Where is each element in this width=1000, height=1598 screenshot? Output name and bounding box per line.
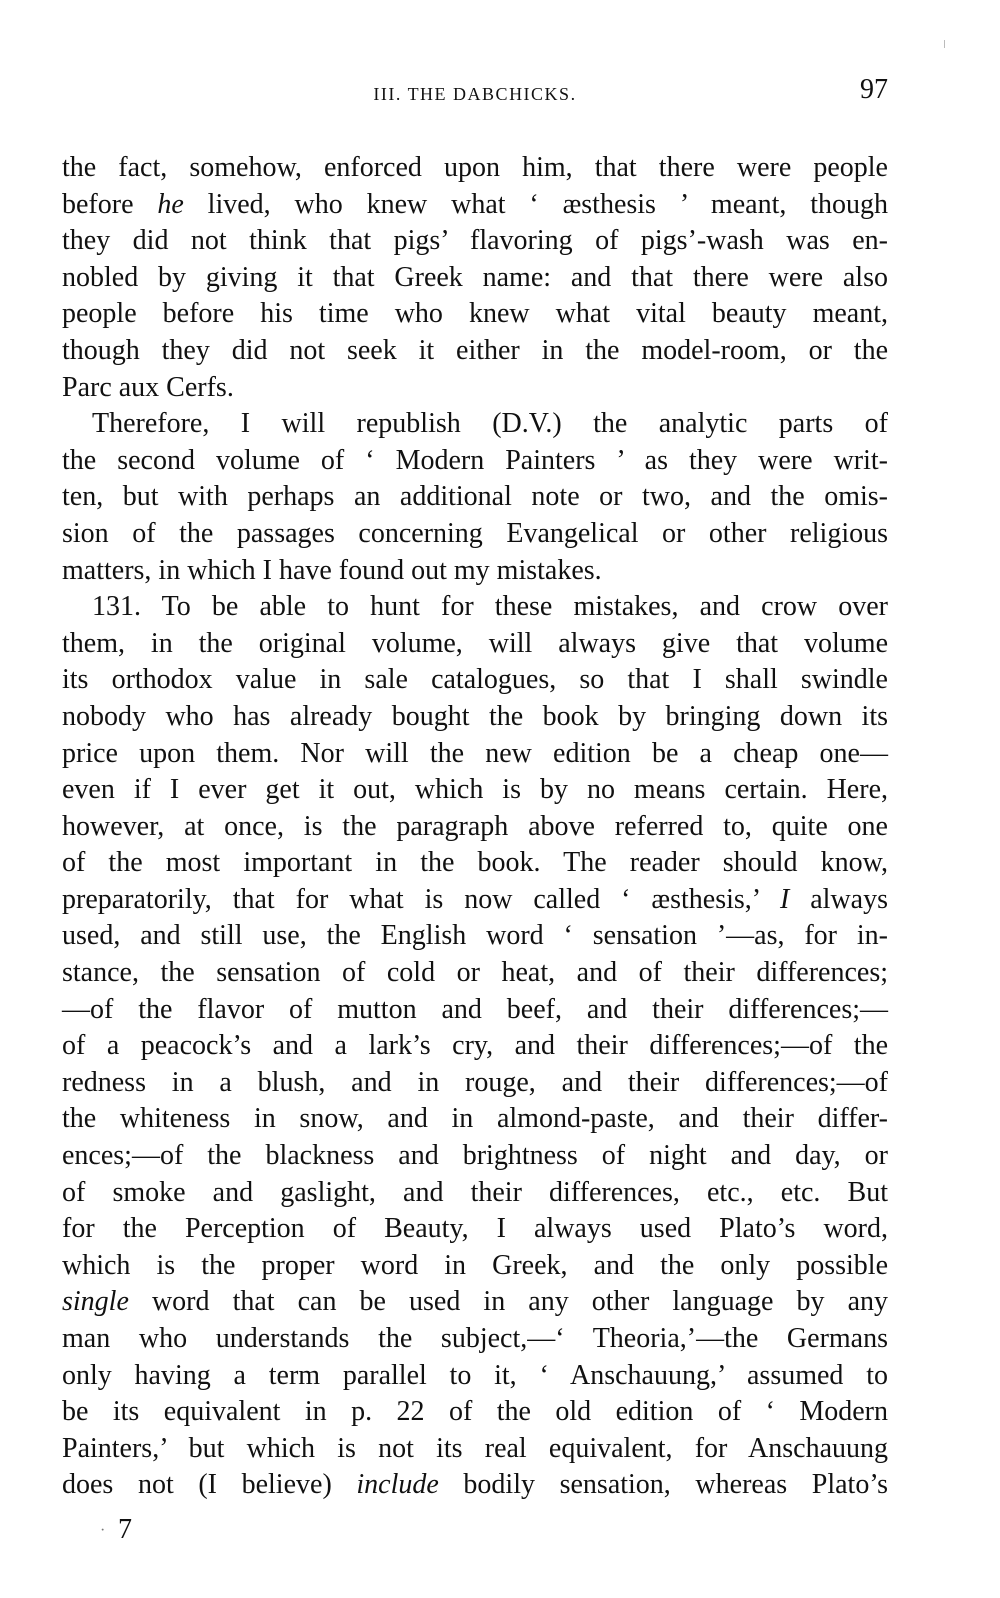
text-run: Therefore, I will republish (D.V.) the analytic parts of: [92, 408, 888, 440]
book-page: [62, 0, 888, 1598]
running-head: [62, 74, 888, 108]
text-line: [62, 333, 888, 370]
body-text: [62, 150, 888, 1504]
text-line: [62, 370, 888, 407]
text-run: matters, in which I have found out my mistakes.: [62, 554, 602, 586]
text-run: the second volume of ‘ Modern Painters ’ as they were writ-: [62, 444, 888, 476]
text-run: sion of the passages concerning Evangelical or other religious: [62, 517, 888, 549]
text-line: [62, 296, 888, 333]
text-run: ences;—of the blackness and brightness of night and day, or: [62, 1140, 888, 1172]
text-run: the whiteness in snow, and in almond-paste, and their differ-: [62, 1103, 888, 1135]
text-run: nobled by giving it that Greek name: and that there were also: [62, 261, 888, 293]
text-run: used, and still use, the English word ‘ sensation ’—as, for in-: [62, 920, 888, 952]
text-line: [62, 406, 888, 443]
text-run: people before his time who knew what vital beauty meant,: [62, 298, 888, 330]
text-line: [62, 1358, 888, 1395]
text-run: be its equivalent in p. 22 of the old edition of ‘ Modern: [62, 1396, 888, 1428]
text-run: however, at once, is the paragraph above referred to, quite one: [62, 810, 888, 842]
text-line: [62, 479, 888, 516]
text-run: preparatorily, that for what is now called ‘ æsthesis,’: [62, 883, 780, 915]
text-run: nobody who has already bought the book by bringing down its: [62, 700, 888, 732]
text-run: Painters,’ but which is not its real equivalent, for Anschauung: [62, 1432, 888, 1464]
text-line: [62, 516, 888, 553]
text-line: [62, 1467, 888, 1504]
text-line: [62, 845, 888, 882]
text-line: [62, 260, 888, 297]
text-run: of smoke and gaslight, and their differences, etc., etc. But: [62, 1176, 888, 1208]
text-line: [62, 1101, 888, 1138]
text-line: [62, 918, 888, 955]
text-line: [62, 1431, 888, 1468]
text-line: [62, 626, 888, 663]
text-line: [62, 1321, 888, 1358]
text-run: —of the flavor of mutton and beef, and their differences;—: [62, 993, 888, 1025]
text-run: of a peacock’s and a lark’s cry, and their differences;—of the: [62, 1030, 888, 1062]
text-line: [62, 1248, 888, 1285]
text-line: [62, 443, 888, 480]
text-run: before: [62, 188, 158, 220]
text-line: [62, 150, 888, 187]
text-run: though they did not seek it either in the model-room, or the: [62, 334, 888, 366]
text-run: lived, who knew what ‘ æsthesis ’ meant, though: [183, 188, 888, 220]
signature-number: 7: [118, 1514, 132, 1545]
text-line: [62, 1284, 888, 1321]
italic-run: I: [779, 883, 790, 915]
text-run: even if I ever get it out, which is by no means certain. Here,: [62, 774, 888, 806]
chapter-title: III. THE DABCHICKS.: [373, 84, 577, 104]
italic-run: include: [356, 1469, 439, 1501]
text-run: stance, the sensation of cold or heat, and of their differences;: [62, 957, 888, 989]
text-line: [62, 992, 888, 1029]
text-line: [62, 1394, 888, 1431]
text-line: [62, 809, 888, 846]
signature-mark: ·: [100, 1522, 106, 1539]
text-line: [62, 882, 888, 919]
text-line: [62, 1175, 888, 1212]
text-run: does not (I believe): [62, 1469, 357, 1501]
text-run: for the Perception of Beauty, I always used Plato’s word,: [62, 1213, 888, 1245]
text-run: man who understands the subject,—‘ Theoria,’—the Germans: [62, 1323, 888, 1354]
text-run: them, in the original volume, will always give that volume: [62, 627, 888, 659]
italic-run: single: [62, 1286, 129, 1318]
text-line: [62, 699, 888, 736]
text-run: which is the proper word in Greek, and the only possible: [62, 1249, 888, 1281]
text-line: [62, 589, 888, 626]
text-run: they did not think that pigs’ flavoring of pigs’-wash was en-: [62, 225, 888, 257]
text-run: only having a term parallel to it, ‘ Anschauung,’ assumed to: [62, 1359, 888, 1391]
text-line: [62, 1211, 888, 1248]
text-line: [62, 553, 888, 590]
text-line: [62, 1065, 888, 1102]
text-run: Parc aux Cerfs.: [62, 371, 234, 403]
italic-run: he: [157, 188, 184, 220]
text-line: [62, 772, 888, 809]
text-line: [62, 1028, 888, 1065]
text-line: [62, 955, 888, 992]
text-line: [62, 662, 888, 699]
text-run: word that can be used in any other language by any: [128, 1286, 888, 1318]
text-line: [62, 223, 888, 260]
text-line: [62, 187, 888, 224]
text-run: bodily sensation, whereas Plato’s: [438, 1469, 888, 1501]
text-line: [62, 1138, 888, 1175]
text-line: [62, 736, 888, 773]
text-run: always: [789, 883, 888, 915]
text-run: ten, but with perhaps an additional note or two, and the omis-: [62, 481, 888, 513]
text-run: redness in a blush, and in rouge, and their differences;—of: [62, 1066, 888, 1098]
page-number: 97: [860, 74, 888, 105]
text-run: its orthodox value in sale catalogues, so that I shall swindle: [62, 664, 888, 696]
text-run: price upon them. Nor will the new edition be a cheap one—: [62, 737, 888, 769]
page-edge-mark: [944, 40, 945, 48]
text-run: 131. To be able to hunt for these mistakes, and crow over: [92, 591, 888, 623]
text-run: the fact, somehow, enforced upon him, that there were people: [62, 152, 888, 183]
text-run: of the most important in the book. The reader should know,: [62, 847, 888, 879]
